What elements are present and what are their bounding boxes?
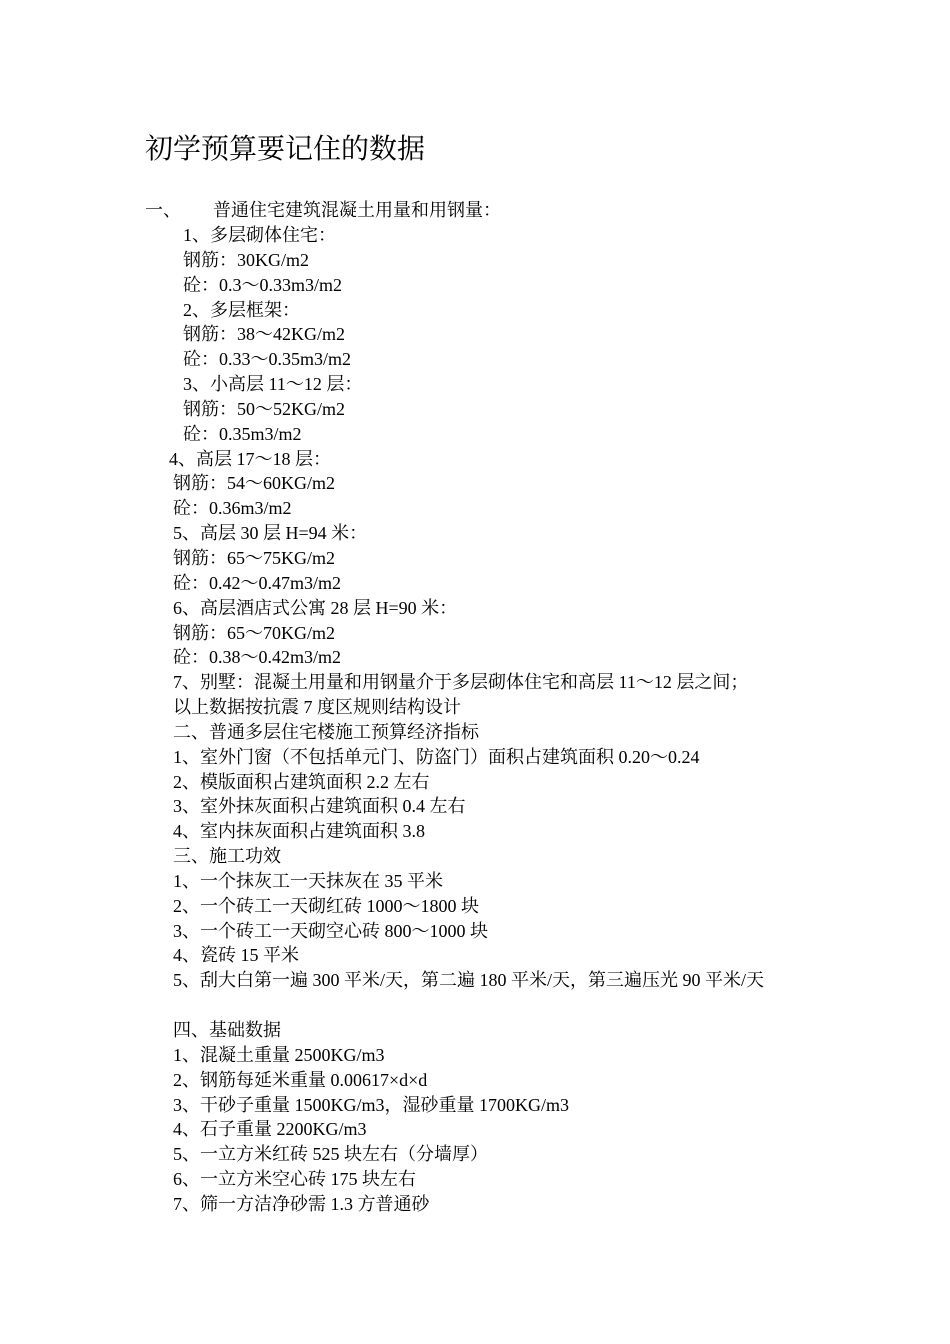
- text-line: 3、一个砖工一天砌空心砖 800～1000 块: [173, 920, 488, 941]
- text-line: 1、一个抹灰工一天抹灰在 35 平米: [173, 870, 443, 891]
- text-line: 1、室外门窗（不包括单元门、防盗门）面积占建筑面积 0.20～0.24: [173, 746, 700, 767]
- text-line: 砼：0.3～0.33m3/m2: [183, 274, 343, 295]
- text-line: 1、混凝土重量 2500KG/m3: [173, 1044, 385, 1065]
- text-line: 6、一立方米空心砖 175 块左右: [173, 1169, 416, 1190]
- text-line: 钢筋：65～75KG/m2: [173, 547, 335, 568]
- text-line: 3、小高层 11～12 层：: [183, 374, 363, 395]
- text-line: 钢筋：38～42KG/m2: [183, 324, 345, 345]
- text-line: 4、瓷砖 15 平米: [173, 945, 299, 966]
- text-line: 钢筋：30KG/m2: [183, 249, 309, 270]
- text-line: 二、普通多层住宅楼施工预算经济指标: [173, 721, 479, 742]
- text-line: 2、模版面积占建筑面积 2.2 左右: [173, 771, 430, 792]
- text-line: 2、一个砖工一天砌红砖 1000～1800 块: [173, 895, 479, 916]
- text-line: 钢筋：54～60KG/m2: [173, 473, 335, 494]
- document-title: 初学预算要记住的数据: [145, 134, 426, 165]
- section-one-number: 一、: [145, 200, 181, 220]
- text-line: 4、室内抹灰面积占建筑面积 3.8: [173, 821, 425, 842]
- text-line: 砼：0.42～0.47m3/m2: [173, 572, 342, 593]
- text-line: 三、施工功效: [173, 846, 281, 867]
- text-line: 5、高层 30 层 H=94 米：: [173, 523, 368, 544]
- text-line: 4、高层 17～18 层：: [169, 448, 331, 469]
- text-line: 3、干砂子重量 1500KG/m3，湿砂重量 1700KG/m3: [173, 1094, 569, 1115]
- text-line: 7、别墅：混凝土用量和用钢量介于多层砌体住宅和高层 11～12 层之间；: [173, 672, 749, 693]
- text-line: 5、一立方米红砖 525 块左右（分墙厚）: [173, 1144, 488, 1165]
- text-line: [0, 993, 950, 1018]
- text-line: 2、多层框架：: [183, 299, 300, 320]
- text-line: 砼：0.35m3/m2: [183, 423, 302, 444]
- text-line: 钢筋：50～52KG/m2: [183, 398, 345, 419]
- text-line: 砼：0.38～0.42m3/m2: [173, 647, 342, 668]
- text-line: 3、室外抹灰面积占建筑面积 0.4 左右: [173, 796, 466, 817]
- text-line: 1、多层砌体住宅：: [183, 225, 336, 245]
- text-line: 砼：0.36m3/m2: [173, 498, 292, 519]
- document-body: [0, 223, 950, 1217]
- text-line: 砼：0.33～0.35m3/m2: [183, 349, 352, 370]
- text-line: 7、筛一方洁净砂需 1.3 方普通砂: [173, 1193, 430, 1214]
- text-line: 2、钢筋每延米重量 0.00617×d×d: [173, 1069, 428, 1090]
- section-one-heading: [145, 198, 501, 223]
- text-line: 钢筋：65～70KG/m2: [173, 622, 335, 643]
- text-line: 四、基础数据: [173, 1020, 281, 1040]
- text-line: 以上数据按抗震 7 度区规则结构设计: [173, 697, 461, 718]
- text-line: 4、石子重量 2200KG/m3: [173, 1119, 367, 1140]
- text-line: 5、刮大白第一遍 300 平米/天，第二遍 180 平米/天，第三遍压光 90 平米/天: [173, 970, 765, 991]
- text-line: 6、高层酒店式公寓 28 层 H=90 米：: [173, 597, 458, 618]
- section-one-heading-text: 普通住宅建筑混凝土用量和用钢量：: [213, 200, 501, 220]
